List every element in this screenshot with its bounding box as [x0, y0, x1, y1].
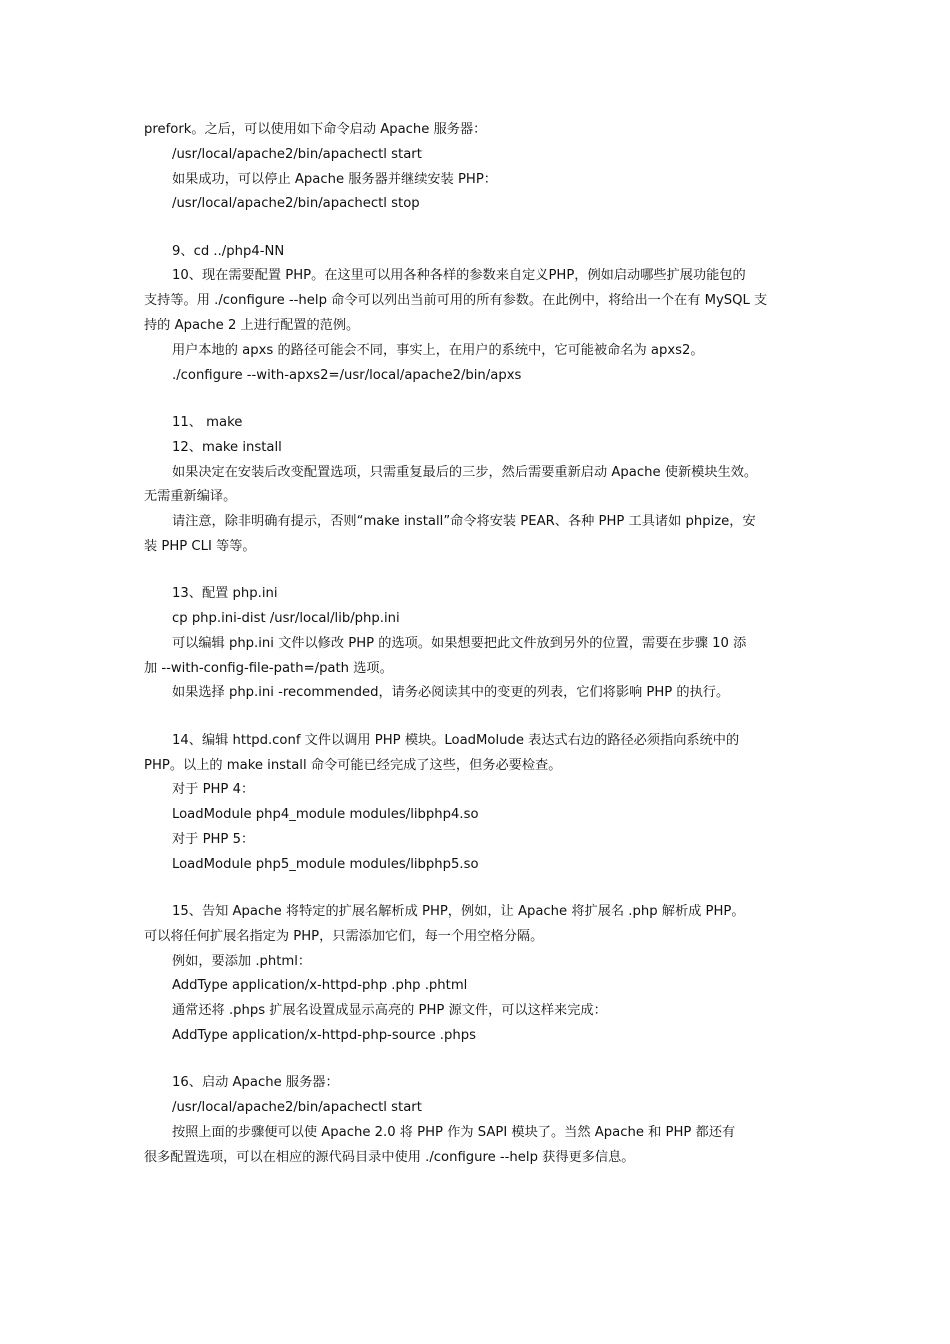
- text-line: 支持等。用 ./configure --help 命令可以列出当前可用的所有参数。在此例中，将给出一个在有 MySQL 支: [144, 293, 768, 309]
- text-line: 如果成功，可以停止 Apache 服务器并继续安装 PHP：: [172, 171, 497, 187]
- paragraph-gap: [144, 878, 808, 901]
- document-body: [144, 118, 808, 1170]
- command-line: /usr/local/apache2/bin/apachectl stop: [172, 196, 420, 212]
- step-heading: 9、cd ../php4-NN: [172, 243, 285, 259]
- step-heading: 13、配置 php.ini: [172, 586, 278, 602]
- text-line: 无需重新编译。: [144, 489, 237, 505]
- text-line: 如果选择 php.ini -recommended，请务必阅读其中的变更的列表，它们将影响 PHP 的执行。: [172, 685, 730, 701]
- text-line: 持的 Apache 2 上进行配置的范例。: [144, 318, 360, 334]
- step-heading: 11、 make: [172, 414, 243, 430]
- text-line: 对于 PHP 4：: [172, 782, 255, 798]
- text-line: 可以编辑 php.ini 文件以修改 PHP 的选项。如果想要把此文件放到另外的位置，需要在步骤 10 添: [172, 635, 747, 651]
- command-line: cp php.ini-dist /usr/local/lib/php.ini: [172, 611, 400, 627]
- paragraph-gap: [144, 217, 808, 240]
- command-line: LoadModule php4_module modules/libphp4.so: [172, 807, 479, 823]
- text-line: 可以将任何扩展名指定为 PHP，只需添加它们，每一个用空格分隔。: [144, 928, 544, 944]
- text-line: 如果决定在安装后改变配置选项，只需重复最后的三步，然后需要重新启动 Apache 使新模块生效。: [172, 464, 758, 480]
- paragraph-gap: [144, 706, 808, 729]
- text-line: 请注意，除非明确有提示，否则“make install”命令将安装 PEAR、各种 PHP 工具诸如 phpize，安: [172, 514, 756, 530]
- text-line: prefork。之后，可以使用如下命令启动 Apache 服务器：: [144, 122, 487, 137]
- command-line: AddType application/x-httpd-php-source .phps: [172, 1028, 476, 1043]
- text-line: 加 --with-config-file-path=/path 选项。: [144, 660, 393, 676]
- paragraph-gap: [144, 560, 808, 583]
- step-heading: 16、启动 Apache 服务器：: [172, 1075, 339, 1091]
- text-line: 用户本地的 apxs 的路径可能会不同，事实上，在用户的系统中，它可能被命名为 apxs2。: [172, 342, 704, 358]
- paragraph-gap: [144, 388, 808, 411]
- step-heading: 12、make install: [172, 439, 282, 455]
- command-line: LoadModule php5_module modules/libphp5.so: [172, 856, 479, 872]
- command-line: AddType application/x-httpd-php .php .phtml: [172, 978, 468, 994]
- text-line: 例如，要添加 .phtml：: [172, 953, 312, 969]
- text-line: 按照上面的步骤便可以使 Apache 2.0 将 PHP 作为 SAPI 模块了。当然 Apache 和 PHP 都还有: [172, 1124, 736, 1140]
- text-line: 通常还将 .phps 扩展名设置成显示高亮的 PHP 源文件，可以这样来完成：: [172, 1003, 607, 1019]
- step-heading: 10、现在需要配置 PHP。在这里可以用各种各样的参数来自定义PHP，例如启动哪些扩展功能包的: [172, 268, 746, 284]
- command-line: /usr/local/apache2/bin/apachectl start: [172, 146, 422, 162]
- command-line: /usr/local/apache2/bin/apachectl start: [172, 1100, 422, 1116]
- command-line: ./configure --with-apxs2=/usr/local/apache2/bin/apxs: [172, 367, 522, 383]
- step-heading: 14、编辑 httpd.conf 文件以调用 PHP 模块。LoadMolude 表达式右边的路径必须指向系统中的: [172, 732, 740, 748]
- text-line: PHP。以上的 make install 命令可能已经完成了这些，但务必要检查。: [144, 757, 562, 773]
- step-heading: 15、告知 Apache 将特定的扩展名解析成 PHP，例如，让 Apache 将扩展名 .php 解析成 PHP。: [172, 904, 745, 920]
- paragraph-gap: [144, 1049, 808, 1072]
- text-line: 很多配置选项，可以在相应的源代码目录中使用 ./configure --help 获得更多信息。: [144, 1149, 635, 1165]
- text-line: 装 PHP CLI 等等。: [144, 538, 256, 554]
- text-line: 对于 PHP 5：: [172, 831, 255, 847]
